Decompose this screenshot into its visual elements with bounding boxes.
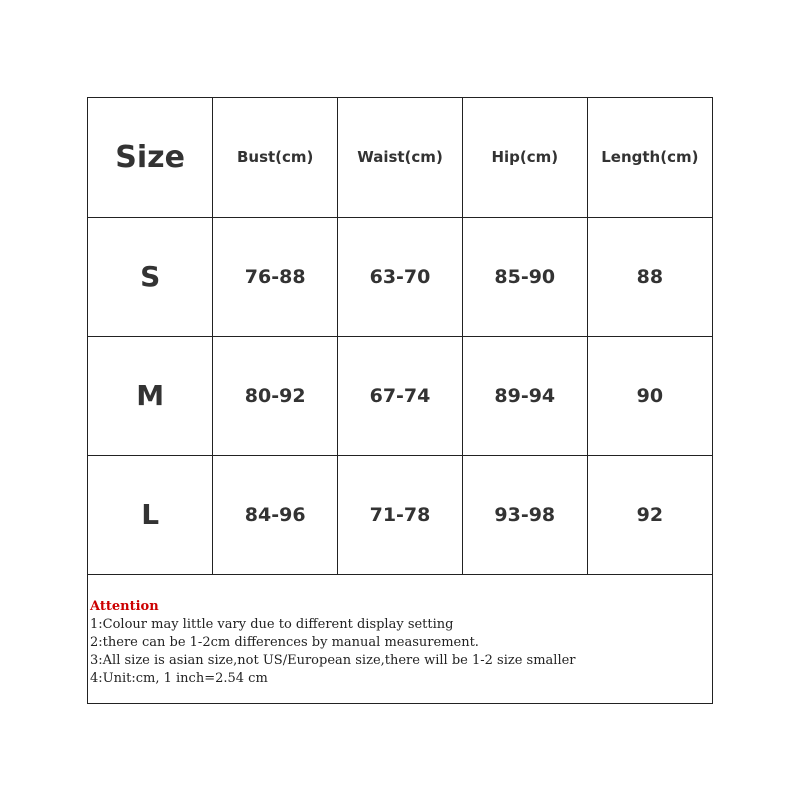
bust-column-header: Bust(cm) — [213, 98, 338, 217]
note-line: 1:Colour may little vary due to different display setting — [90, 617, 454, 632]
hip-column-header: Hip(cm) — [462, 98, 587, 217]
table-row — [88, 336, 712, 455]
bust-value: 80-92 — [213, 336, 338, 455]
length-value: 92 — [587, 455, 712, 574]
waist-value: 71-78 — [338, 455, 463, 574]
bust-value: 76-88 — [213, 217, 338, 336]
waist-column-header: Waist(cm) — [338, 98, 463, 217]
attention-notes — [90, 598, 708, 688]
note-line: 2:there can be 1-2cm differences by manual measurement. — [90, 635, 479, 650]
waist-value: 63-70 — [338, 217, 463, 336]
size-label: L — [88, 455, 213, 574]
hip-value: 93-98 — [462, 455, 587, 574]
hip-value: 85-90 — [462, 217, 587, 336]
length-value: 88 — [587, 217, 712, 336]
size-label: M — [88, 336, 213, 455]
hip-value: 89-94 — [462, 336, 587, 455]
size-table — [88, 98, 712, 575]
waist-value: 67-74 — [338, 336, 463, 455]
table-row — [88, 455, 712, 574]
size-label: S — [88, 217, 213, 336]
bust-value: 84-96 — [213, 455, 338, 574]
size-column-header: Size — [88, 98, 213, 217]
note-line: 4:Unit:cm, 1 inch=2.54 cm — [90, 671, 268, 686]
length-value: 90 — [587, 336, 712, 455]
note-line: 3:All size is asian size,not US/European size,there will be 1-2 size smaller — [90, 653, 576, 668]
table-header-row — [88, 98, 712, 217]
attention-title: Attention — [90, 599, 159, 614]
table-row — [88, 217, 712, 336]
size-chart — [87, 97, 713, 704]
length-column-header: Length(cm) — [587, 98, 712, 217]
